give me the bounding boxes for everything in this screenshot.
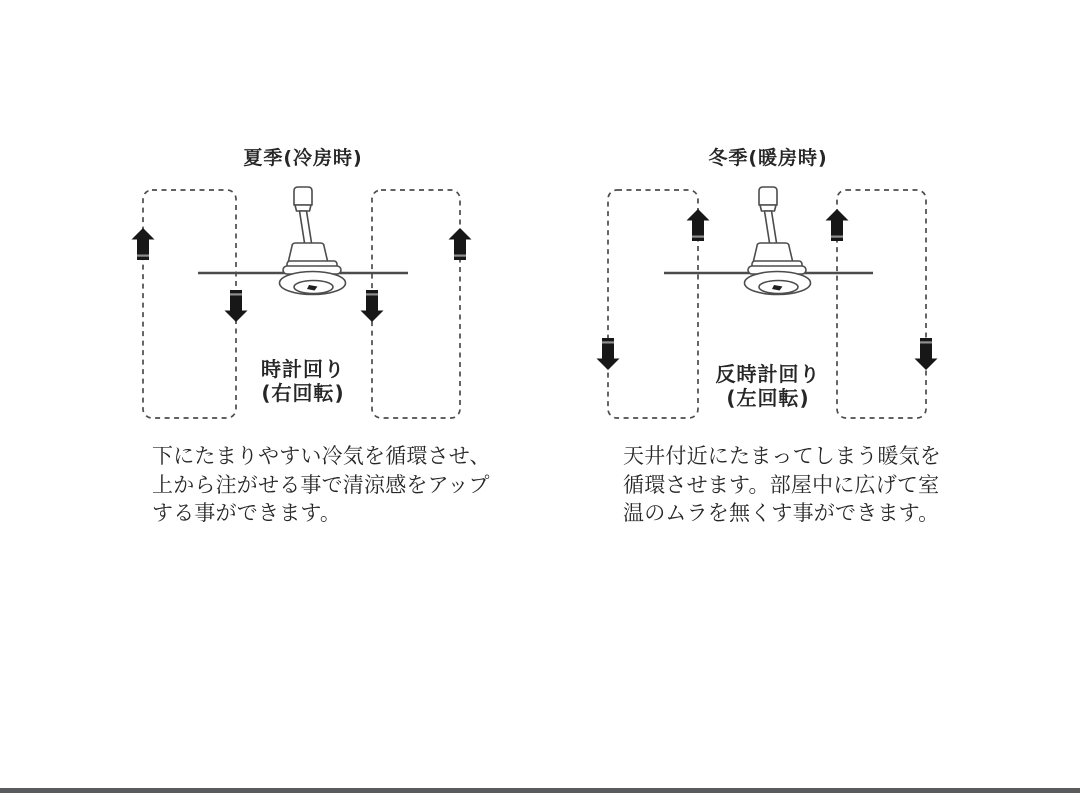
winter-rotation-label xyxy=(616,362,920,410)
ceiling-fan-illustration xyxy=(280,187,346,295)
description-line: 循環させます。部屋中に広げて室 xyxy=(623,472,940,497)
description-line: 上から注がせる事で清涼感をアップ xyxy=(152,472,490,497)
description-line: する事ができます。 xyxy=(152,501,342,525)
up-arrow-icon xyxy=(449,228,472,260)
rotation-label-line: (右回転) xyxy=(261,381,345,405)
description-line: 温のムラを無くす事ができます。 xyxy=(623,501,940,525)
down-arrow-icon xyxy=(225,290,248,322)
winter-diagram-title: 冬季(暖房時) xyxy=(708,147,828,169)
description-line: 下にたまりやすい冷気を循環させ、 xyxy=(152,444,491,468)
rotation-label-line: 時計回り xyxy=(261,357,345,381)
summer-rotation-label xyxy=(151,357,455,405)
page-bottom-rule xyxy=(0,788,1080,793)
description-line: 天井付近にたまってしまう暖気を xyxy=(623,444,941,468)
down-arrow-icon xyxy=(361,290,384,322)
ceiling-fan-illustration xyxy=(745,187,811,295)
winter-description xyxy=(623,442,941,528)
summer-diagram-title: 夏季(冷房時) xyxy=(243,147,363,169)
rotation-label-line: 反時計回り xyxy=(715,362,821,386)
rotation-label-line: (左回転) xyxy=(726,386,810,410)
up-arrow-icon xyxy=(132,228,155,260)
up-arrow-icon xyxy=(687,209,710,241)
summer-description xyxy=(152,442,491,528)
up-arrow-icon xyxy=(826,209,849,241)
